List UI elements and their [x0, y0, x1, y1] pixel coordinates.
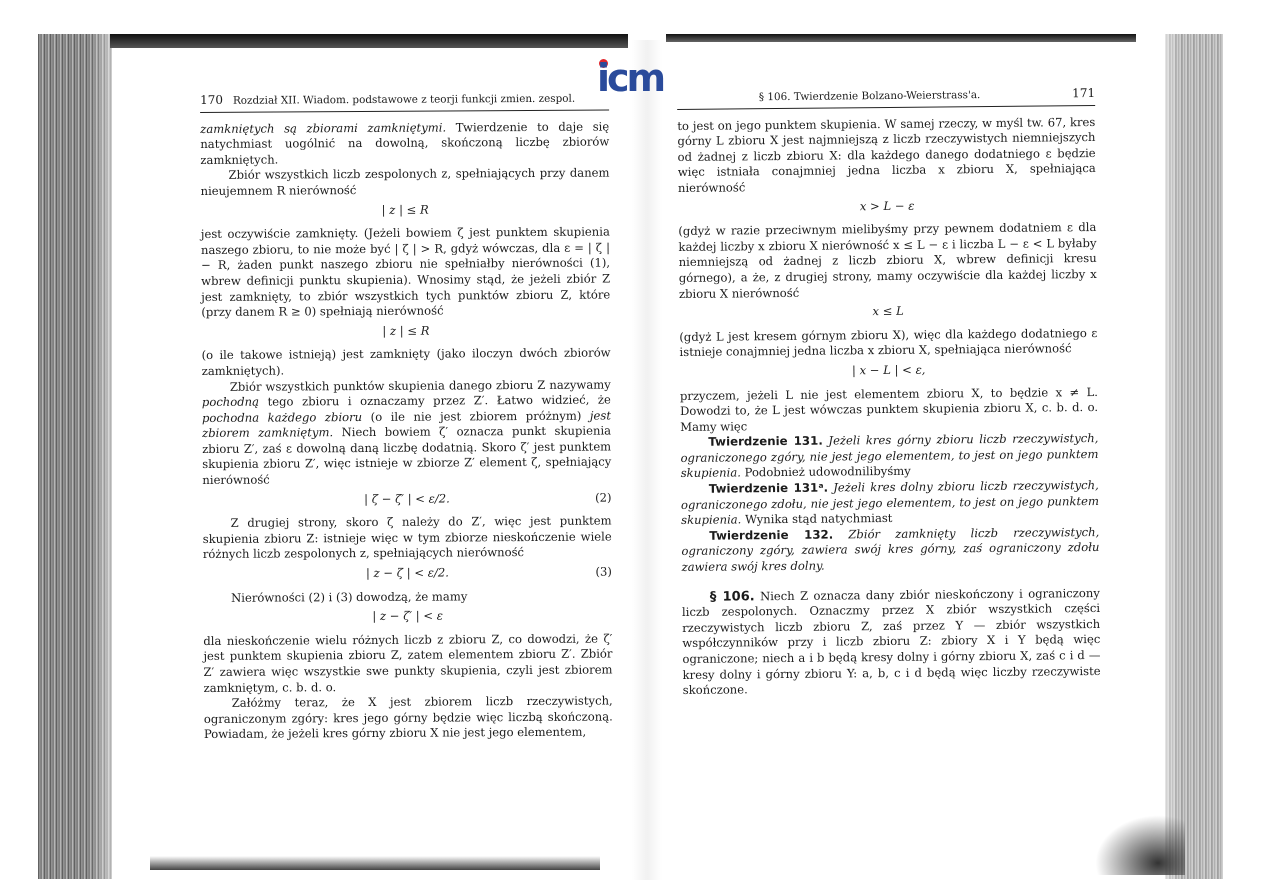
left-formula-4-expr: | z − ζ | < ε/2.: [365, 565, 449, 581]
left-formula-5: | z − ζ′ | < ε: [372, 608, 444, 624]
left-running-head: Rozdział XII. Wiadom. podstawowe z teorji funkcji zmien. zespol.: [232, 92, 576, 107]
theorem-131-after: Podobnież udowodnilibyśmy: [740, 464, 911, 480]
right-edge-fade: [1150, 34, 1180, 879]
left-edge-fade: [90, 34, 130, 879]
left-formula-4: [203, 565, 612, 583]
theorem-131: [680, 431, 1098, 482]
left-p5f: jest zbiorem zamkniętym.: [202, 408, 612, 441]
left-p5e: (o ile nie jest zbiorem próżnym): [362, 408, 590, 424]
right-paragraph-4: przyczem, jeżeli L nie jest elementem zbioru X, to będzie x ≠ L. Dowodzi to, że L jest wówczas punktem skupienia zbioru X, c. b. d. o. Mamy więc: [679, 384, 1099, 434]
theorem-131a-label: Twierdzenie 131ᵃ.: [708, 480, 829, 496]
theorem-131-label: Twierdzenie 131.: [708, 433, 823, 449]
right-paragraph-3: (gdyż L jest kresem górnym zbioru X), więc dla każdego dodatniego ε istnieje conajmniej jedna liczba x zbioru X, spełniająca nierówność: [679, 325, 1098, 360]
left-formula-3-expr: | ζ − ζ′ | < ε/2.: [364, 491, 450, 506]
left-paragraph-6: Z drugiej strony, skoro ζ należy do Z′, więc jest punktem skupienia zbioru Z: istnieje więc w tym zbiorze nieskończenie wiele różnych liczb zespolonych z, spełniających nierówność: [202, 513, 612, 562]
left-paragraph-9: Załóżmy teraz, że X jest zbiorem liczb rzeczywistych, ograniczonym zgóry: kres jego górny będzie więc liczbą skończoną. Powiadam, że jeżeli kres górny zbioru X nie jest jego elementem,: [203, 693, 613, 742]
theorem-131-text: Jeżeli kres górny zbioru liczb rzeczywistych, ograniczonego zgóry, nie jest jego elementem, to jest on jego punktem skupienia.: [680, 431, 1099, 481]
left-formula-3-number: (2): [594, 490, 612, 505]
icm-logo: icm: [597, 56, 664, 100]
left-paragraph-2: Zbiór wszystkich liczb zespolonych z, spełniających przy danem nieujemnem R nierówność: [200, 165, 610, 198]
left-paragraph-5: [202, 377, 612, 489]
left-p5a: Zbiór wszystkich punktów skupienia danego zbioru Z nazywamy: [229, 376, 611, 394]
left-p5d: pochodna każdego zbioru: [201, 409, 363, 425]
section-106-text: Niech Z oznacza dany zbiór nieskończony i ograniczony liczb zespolonych. Oznaczmy przez X zbiór wszystkich części rzeczywistych liczb zbioru Z, zaś przez Y — zbiór wszystkich współczynników przy i liczb zbioru Z: zbiory X i Y będą więc ograniczone; niech a i b będą kresy dolny i górny zbioru X, zaś c i d — kresy dolny i górny zbioru Y: a, b, c i d będą więc liczby rzeczywiste skończone.: [681, 585, 1101, 698]
left-paragraph-3: jest oczywiście zamknięty. (Jeżeli bowiem ζ jest punktem skupienia naszego zbioru, to nie może być | ζ | > R, gdyż wówczas, dla ε = | ζ | − R, żaden punkt naszego zbioru nie spełniałby nierówności (1), wbrew definicji punktu skupienia). Wnosimy stąd, że jeżeli zbiór Z jest zamknięty, to zbiór wszystkich tych punktów zbioru Z, które (przy danem R ≥ 0) spełniają nierówność: [200, 224, 611, 320]
theorem-132-text: Zbiór zamknięty liczb rzeczywistych, ograniczony zgóry, zawiera swój kres górny, zaś ograniczony zdołu zawiera swój kres dolny.: [681, 524, 1100, 575]
right-page: [677, 86, 1101, 699]
theorem-132-label: Twierdzenie 132.: [709, 527, 834, 543]
left-formula-4-number: (3): [595, 564, 612, 579]
right-running-head: § 106. Twierdzenie Bolzano-Weierstrass'a.: [758, 89, 981, 104]
bottom-shadow-right: [1095, 815, 1185, 875]
book-gutter: [632, 40, 662, 880]
theorem-131a: [681, 478, 1099, 529]
left-p1-rest: Twierdzenie to daje się natychmiast uogólnić na dowolną, skończoną liczbę zbiorów zamkniętych.: [200, 119, 610, 167]
right-formula-2: x ≤ L: [872, 303, 904, 319]
left-p5c: tego zbioru i oznaczamy przez Z′. Łatwo widzieć, że: [259, 392, 611, 409]
right-paragraph-1: to jest on jego punktem skupienia. W samej rzeczy, w myśl tw. 67, kres górny L zbioru X jest najmniejszą z liczb rzeczywistych niemniejszych od żadnej z liczb zbioru X: dla każdego danego dodatniego ε będzie więc istniała conajmniej jedna liczba x zbioru X, spełniająca nierówność: [677, 114, 1096, 195]
bottom-shadow-left: [150, 856, 600, 870]
top-shadow-left: [110, 34, 628, 48]
left-p1-italic: zamkniętych są zbiorami zamkniętymi.: [200, 120, 447, 136]
theorem-131a-after: Wynika stąd natychmiast: [741, 511, 893, 527]
left-paragraph-7: Nierówności (2) i (3) dowodzą, że mamy: [231, 589, 468, 605]
section-106: [682, 586, 1101, 699]
right-formula-3: | x − L | < ε,: [851, 362, 926, 378]
left-formula-2: | z | ≤ R: [382, 323, 430, 338]
left-paragraph-1: [200, 119, 609, 168]
left-formula-1: | z | ≤ R: [381, 202, 429, 217]
section-106-label: § 106.: [709, 588, 755, 605]
left-p5b: pochodną: [201, 394, 260, 410]
right-page-number: 171: [1072, 85, 1096, 101]
top-shadow-right: [666, 34, 1136, 42]
left-paragraph-8: dla nieskończenie wielu różnych liczb z zbioru Z, co dowodzi, że ζ′ jest punktem skupienia zbioru Z, zatem elementem zbioru Z′. Zbiór Z′ zawiera więc wszystkie swe punkty skupienia, czyli jest zbiorem zamkniętym, c. b. d. o.: [203, 631, 613, 695]
right-paragraph-2: (gdyż w razie przeciwnym mielibyśmy przy pewnem dodatniem ε dla każdej liczby x zbioru X nierówność x ≤ L − ε i liczba L − ε < L byłaby niemniejszą od żadnej z liczb zbioru X, wbrew definicji kresu górnego), a że, z drugiej strony, mamy oczywiście dla każdej liczby x zbioru X nierówność: [678, 220, 1097, 301]
right-page-header: [677, 86, 1095, 110]
left-page-header: [200, 91, 609, 113]
theorem-131a-text: Jeżeli kres dolny zbioru liczb rzeczywistych, ograniczonego zdołu, nie jest jego elementem, to jest on jego punktem skupienia.: [680, 478, 1100, 528]
left-page-number: 170: [200, 92, 223, 107]
right-formula-1: x > L − ε: [859, 198, 915, 213]
left-page: [200, 91, 613, 743]
theorem-132: [681, 525, 1099, 576]
left-formula-3: [202, 490, 611, 508]
left-p5g: Niech bowiem ζ′ oznacza punkt skupienia zbioru Z′, zaś ε dowolną daną liczbę dodatnią. Skoro ζ′ jest punktem skupienia zbioru Z′, więc istnieje w zbiorze Z′ element ζ, spełniający nierówność: [202, 423, 612, 488]
left-paragraph-4: (o ile takowe istnieją) jest zamknięty (jako iloczyn dwóch zbiorów zamkniętych).: [201, 345, 611, 378]
